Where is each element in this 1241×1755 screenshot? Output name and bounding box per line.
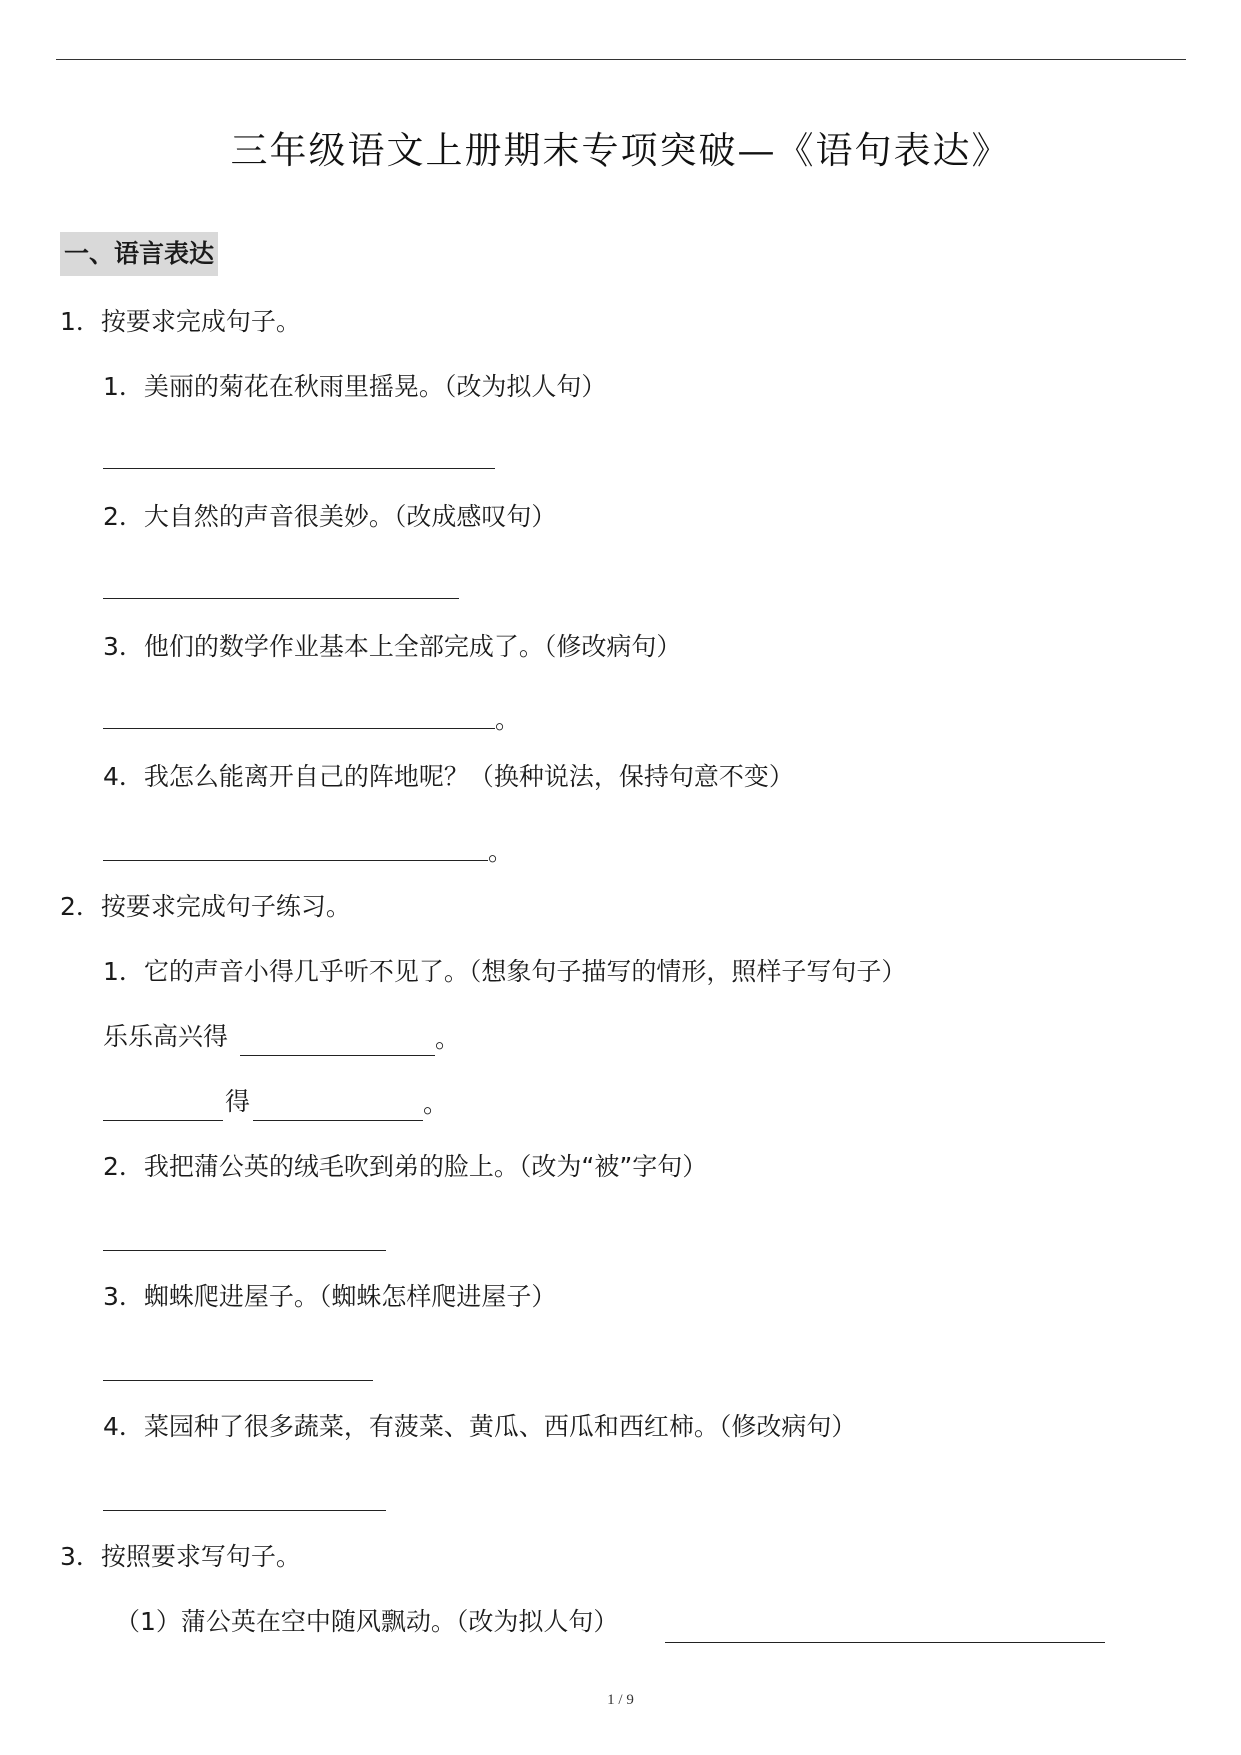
section-heading: 一、语言表达 xyxy=(60,232,218,276)
q2-fill-2-mid: 得 xyxy=(225,1087,251,1116)
top-rule xyxy=(56,59,1186,60)
q2-item-3: 3．蜘蛛爬进屋子。（蜘蛛怎样爬进屋子） xyxy=(103,1282,557,1311)
q2-fill-2-period: 。 xyxy=(423,1089,449,1118)
answer-line-q2-fill-2a[interactable] xyxy=(103,1120,223,1121)
answer-line-q3-1[interactable] xyxy=(665,1642,1105,1643)
q2-item-1: 1．它的声音小得几乎听不见了。（想象句子描写的情形，照样子写句子） xyxy=(103,957,907,986)
answer-line-q2-fill-2b[interactable] xyxy=(253,1120,423,1121)
answer-line-q1-3[interactable] xyxy=(103,728,495,729)
q2-fill-1-period: 。 xyxy=(435,1024,461,1053)
q1-3-period: 。 xyxy=(495,705,521,734)
q2-item-4: 4．菜园种了很多蔬菜，有菠菜、黄瓜、西瓜和西红柿。（修改病句） xyxy=(103,1412,857,1441)
answer-line-q2-2[interactable] xyxy=(103,1250,386,1251)
question-2-stem: 2．按要求完成句子练习。 xyxy=(60,892,351,921)
answer-line-q1-1[interactable] xyxy=(103,468,495,469)
answer-line-q1-4[interactable] xyxy=(103,860,488,861)
question-1-stem: 1．按要求完成句子。 xyxy=(60,307,301,336)
q1-item-2: 2．大自然的声音很美妙。（改成感叹句） xyxy=(103,502,557,531)
q1-item-4: 4．我怎么能离开自己的阵地呢？（换种说法，保持句意不变） xyxy=(103,762,794,791)
answer-line-q2-4[interactable] xyxy=(103,1510,386,1511)
q3-item-1: （1）蒲公英在空中随风飘动。（改为拟人句） xyxy=(115,1607,619,1636)
q2-fill-1-prefix: 乐乐高兴得 xyxy=(103,1022,229,1051)
answer-line-q2-fill-1[interactable] xyxy=(240,1055,435,1056)
q1-item-3: 3．他们的数学作业基本上全部完成了。（修改病句） xyxy=(103,632,682,661)
q1-4-period: 。 xyxy=(488,837,514,866)
answer-line-q2-3[interactable] xyxy=(103,1380,373,1381)
document-title: 三年级语文上册期末专项突破—《语句表达》 xyxy=(230,129,1011,172)
q1-item-1: 1．美丽的菊花在秋雨里摇晃。（改为拟人句） xyxy=(103,372,607,401)
page-number: 1 / 9 xyxy=(607,1692,634,1708)
q2-item-2: 2．我把蒲公英的绒毛吹到弟的脸上。（改为“被”字句） xyxy=(103,1152,708,1181)
answer-line-q1-2[interactable] xyxy=(103,598,459,599)
question-3-stem: 3．按照要求写句子。 xyxy=(60,1542,301,1571)
